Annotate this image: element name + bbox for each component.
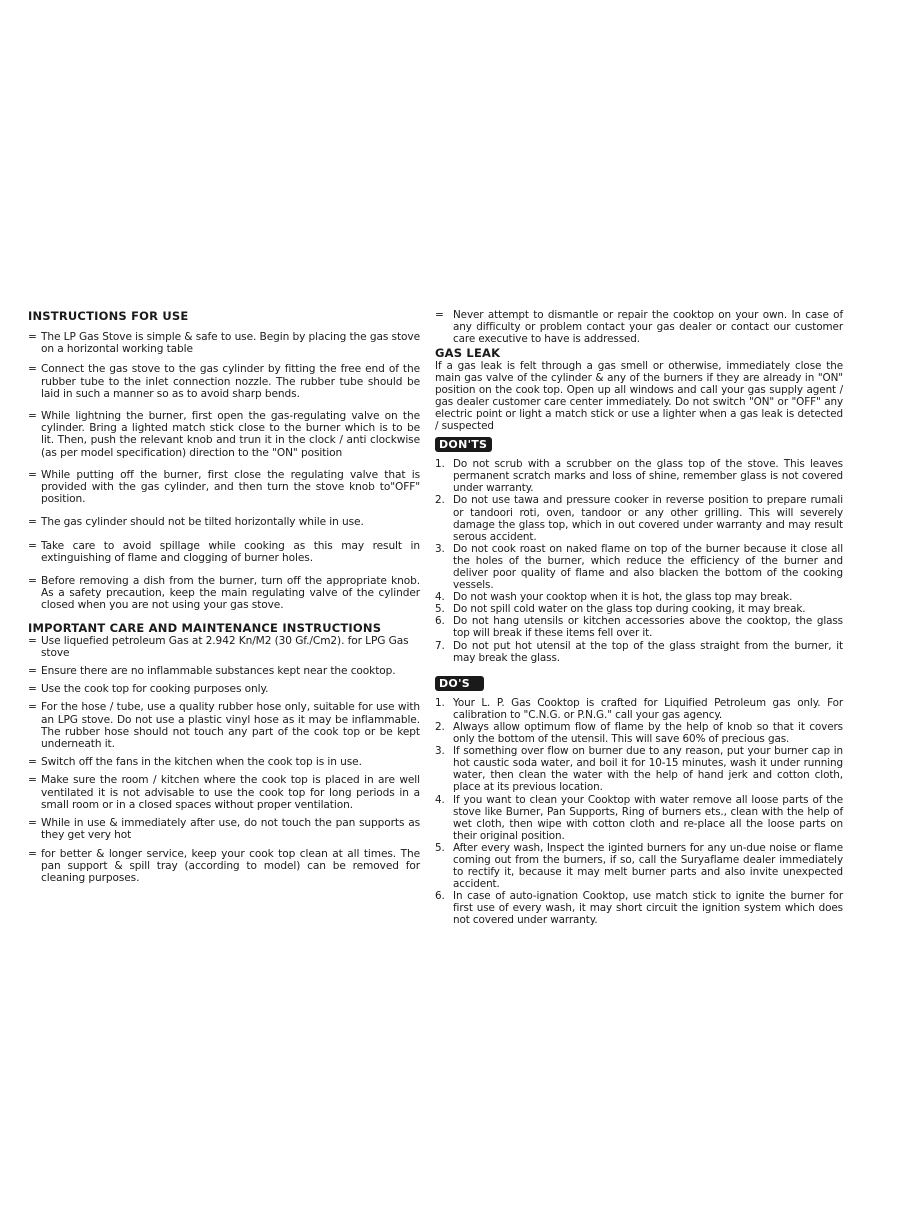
instruction-item [28,410,420,459]
item-marker: = [28,363,37,376]
item-text: Your L. P. Gas Cooktop is crafted for Liquified Petroleum gas only. For calibration to "C.N.G. or P.N.G." call your gas agency. [453,696,843,721]
item-marker: = [28,683,37,696]
item-text: Always allow optimum flow of flame by the help of knob so that it covers only the bottom of the utensil. This will save 60% of precious gas. [453,720,843,746]
do-item [435,890,843,926]
donts-list [435,458,843,664]
item-number: 3. [435,542,445,555]
item-text: Do not use tawa and pressure cooker in reverse position to prepare rumali or tandoori roti, oven, tandoor or any other grilling. This will severely damage the glass top, which in out covered under warranty and may result serous accident. [453,494,843,543]
item-text: Do not spill cold water on the glass top during cooking, it may break. [453,603,806,616]
do-item [435,794,843,842]
item-marker: = [28,410,37,423]
dont-item [435,615,843,639]
item-text: Never attempt to dismantle or repair the cooktop on your own. In case of any difficulty or problem contact your gas dealer or contact our customer care executive to have is addressed. [453,309,843,346]
item-text: If something over flow on burner due to any reason, put your burner cap in hot caustic soda water, and boil it for 10-15 minutes, wash it under running water, then clean the water with the help of hand jerk and cotton cloth, place at its previous location. [453,745,843,794]
item-marker: = [28,331,37,343]
instructions-heading: INSTRUCTIONS FOR USE [28,309,189,323]
item-marker: = [28,817,37,830]
care-item [28,701,420,750]
instruction-item [28,331,420,355]
donts-badge: DON'TS [435,437,492,452]
item-number: 4. [435,793,445,806]
item-marker: = [28,516,37,529]
care-item [28,756,420,768]
item-text: Do not cook roast on naked flame on top of the burner because it close all the holes of the burner, which reduce the efficiency of the burner and deliver poor quality of flame and also blacken the bottom of the cooking vessels. [453,542,843,592]
item-number: 5. [435,841,445,854]
item-number: 5. [435,603,445,616]
item-text: While in use & immediately after use, do not touch the pan supports as they get very hot [41,817,420,842]
item-number: 2. [435,494,445,507]
item-number: 2. [435,720,445,733]
do-item [435,697,843,721]
item-number: 7. [435,639,445,652]
item-text: Do not wash your cooktop when it is hot, the glass top may break. [453,591,793,604]
item-marker: = [28,774,37,787]
item-number: 4. [435,591,445,604]
care-item [28,817,420,841]
dont-item [435,543,843,591]
dos-list [435,697,843,927]
item-text: Do not put hot utensil at the top of the glass straight from the burner, it may break the glass. [453,639,843,664]
item-text: The LP Gas Stove is simple & safe to use. Begin by placing the gas stove on a horizontal working table [41,331,420,356]
item-number: 1. [435,458,445,471]
item-marker: = [28,539,37,552]
item-number: 6. [435,890,445,903]
instruction-item [28,469,420,506]
item-text: for better & longer service, keep your cook top clean at all times. The pan support & spill tray (according to model) can be removed for cleaning purposes. [41,847,420,884]
item-text: Connect the gas stove to the gas cylinder by fitting the free end of the rubber tube to the inlet connection nozzle. The rubber tube should be laid in such a manner so as to avoid sharp bends. [41,363,420,400]
instruction-item [28,516,420,528]
instruction-item [28,540,420,564]
dos-badge: DO'S [435,676,484,691]
item-marker: = [28,468,37,481]
instruction-item [28,575,420,612]
care-item [28,683,420,695]
item-text: Use the cook top for cooking purposes only. [41,683,269,696]
item-text: While putting off the burner, first close the regulating valve that is provided with the gas cylinder, and then turn the stove knob to"OFF" position. [41,468,420,506]
do-item [435,721,843,745]
item-number: 3. [435,745,445,758]
dismantle-item [435,309,843,346]
care-item [28,635,420,659]
gas-leak-text: If a gas leak is felt through a gas smell or otherwise, immediately close the main gas valve of the cylinder & any of the burners if they are already in "ON" position on the cook top. Open up all windows and call your gas supply agent / gas dealer customer care center immediately. Do not switch "ON" or "OFF" any electric point or light a match stick or use a lighter when a gas leak is detected / suspected [435,359,843,433]
gas-leak-heading: GAS LEAK [435,345,501,360]
left-column [28,309,420,884]
care-heading: IMPORTANT CARE AND MAINTENANCE INSTRUCTIONS [28,620,382,635]
dont-item [435,640,843,664]
item-text: While lightning the burner, first open the gas-regulating valve on the cylinder. Bring a lighted match stick close to the burner which is to be lit. Then, push the relevant knob and trun it in the clock / anti clockwise (as per model specification) direction to the "ON" position [41,410,420,459]
item-text: In case of auto-ignation Cooktop, use match stick to ignite the burner for first use of every wash, it may short circuit the ignition system which does not covered under warranty. [453,890,843,927]
item-text: Use liquefied petroleum Gas at 2.942 Kn/M2 (30 Gf./Cm2). for LPG Gas stove [41,634,409,659]
do-item [435,745,843,793]
item-text: If you want to clean your Cooktop with water remove all loose parts of the stove like Burner, Pan Supports, Ring of burners ets., clean with the help of wet cloth, then wipe with cotton cloth and re-place all the loose parts on their original position. [453,793,843,842]
item-number: 6. [435,615,445,628]
item-text: For the hose / tube, use a quality rubber hose only, suitable for use with an LPG stove. Do not use a plastic vinyl hose as it may be inflammable. The rubber hose should not touch any part of the cook top or be kept underneath it. [41,701,420,751]
item-text: Switch off the fans in the kitchen when the cook top is in use. [41,756,362,769]
item-marker: = [28,756,37,769]
dont-item [435,603,843,615]
item-text: Do not hang utensils or kitchen accessories above the cooktop, the glass top will break if these items fell over it. [453,615,843,640]
dont-item [435,494,843,542]
do-item [435,842,843,890]
item-text: Make sure the room / kitchen where the cook top is placed in are well ventilated it is not advisable to use the cook top for long periods in a small room or in a closed spaces without proper ventilation. [41,774,420,811]
item-text: Ensure there are no inflammable substances kept near the cooktop. [41,665,396,678]
item-marker: = [28,575,37,588]
item-text: Do not scrub with a scrubber on the glass top of the stove. This leaves permanent scratch marks and loss of shine, remember glass is not covered under warranty. [453,458,843,495]
item-marker: = [435,309,444,321]
item-marker: = [28,665,37,678]
instruction-item [28,363,420,400]
dont-item [435,458,843,494]
item-text: Take care to avoid spillage while cooking as this may result in extinguishing of flame and clogging of burner holes. [41,539,420,564]
item-number: 1. [435,696,445,709]
item-text: After every wash, Inspect the iginted burners for any un-due noise or flame coming out from the burners, if so, call the Suryaflame dealer immediately to rectify it, because it may melt burner parts and also invite unexpected accident. [453,841,843,891]
item-marker: = [28,847,37,860]
item-marker: = [28,634,37,647]
dont-item [435,591,843,603]
care-item [28,665,420,677]
right-column [435,309,843,927]
care-item [28,848,420,885]
item-marker: = [28,701,37,714]
item-text: The gas cylinder should not be tilted horizontally while in use. [41,516,364,529]
item-text: Before removing a dish from the burner, turn off the appropriate knob. As a safety precaution, keep the main regulating valve of the cylinder closed when you are not using your gas stove. [41,575,420,612]
care-item [28,774,420,811]
